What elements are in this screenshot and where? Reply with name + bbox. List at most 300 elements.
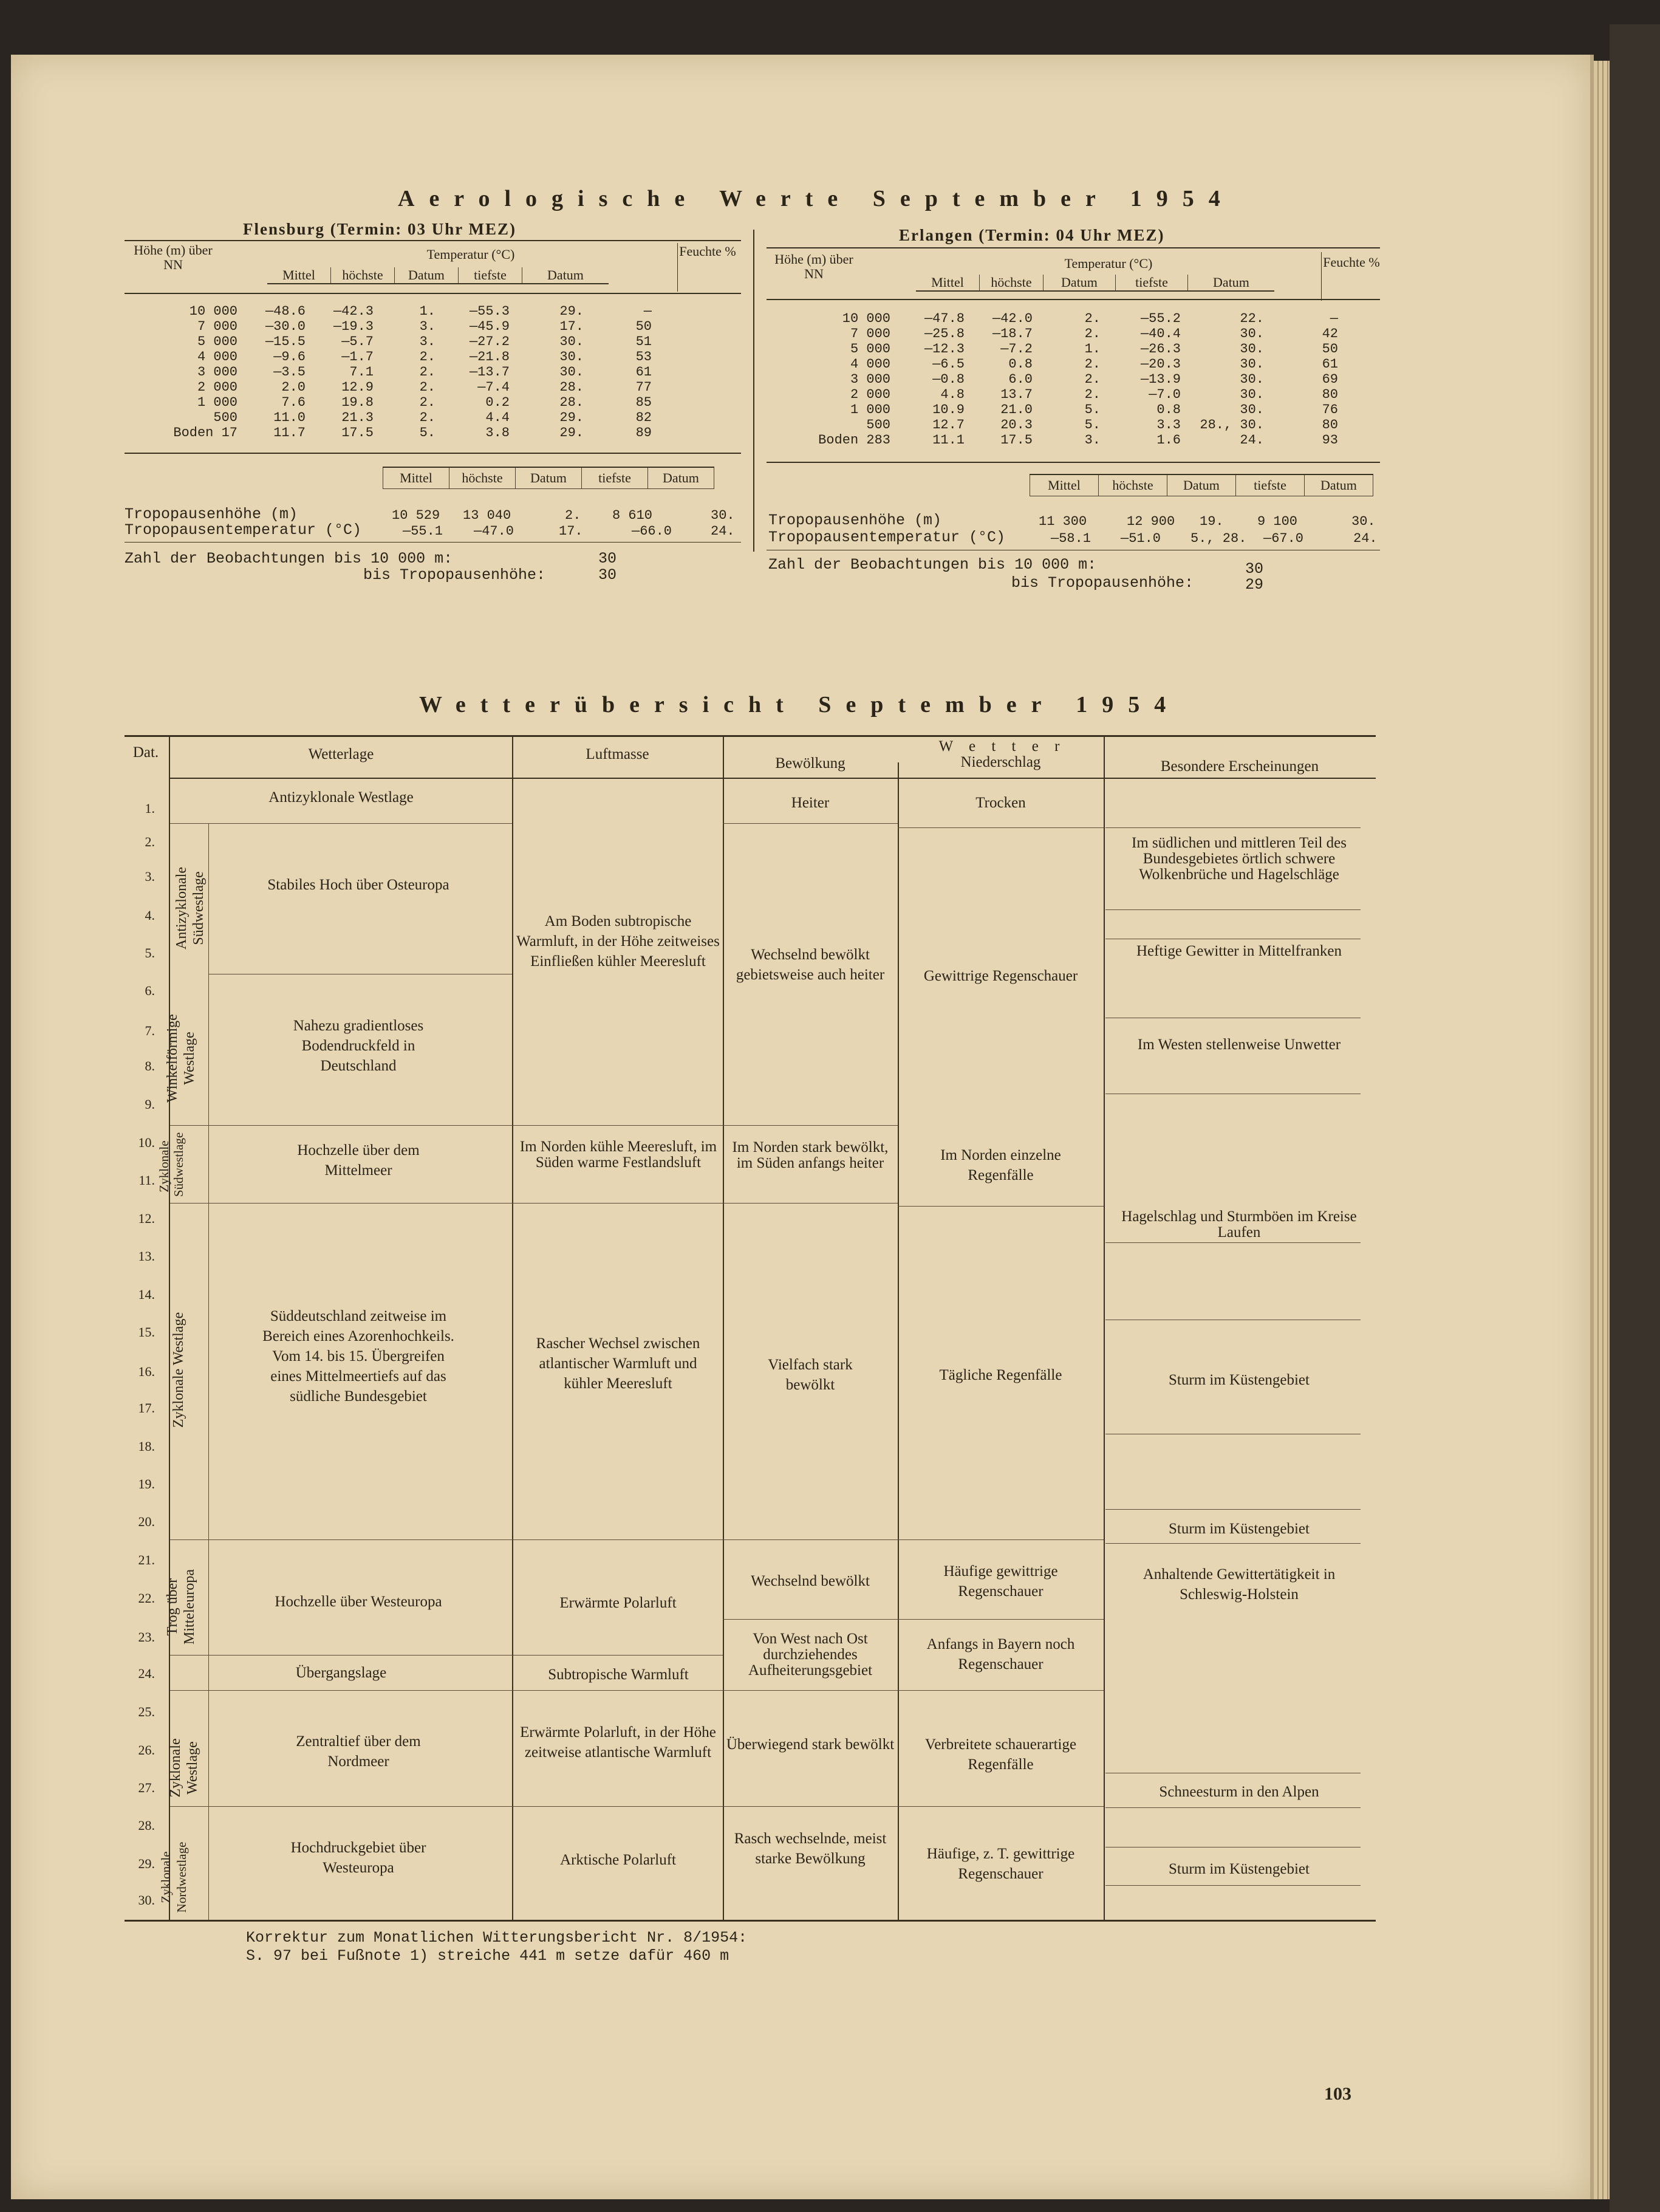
table-cell: 4 000 — [197, 349, 237, 365]
table-cell: 500 — [213, 410, 237, 425]
table-cell: —45.9 — [469, 319, 510, 334]
lage-2: Stabiles Hoch über Osteuropa — [267, 877, 449, 893]
erlangen-tropo-hoehe-label: Tropopausenhöhe (m) — [768, 512, 942, 529]
date-cell: 13. — [138, 1248, 155, 1264]
header-wetterlage: Wetterlage — [308, 746, 374, 762]
bes-sep — [1105, 1509, 1361, 1510]
date-cell: 22. — [138, 1591, 155, 1606]
flensburg-zahl1-value: 30 — [598, 550, 617, 567]
date-cell: 23. — [138, 1629, 155, 1645]
luft-sep — [512, 1806, 723, 1807]
table-cell: 51 — [635, 334, 652, 349]
tropo-value: 9 100 — [1257, 514, 1298, 529]
col-sep-lage — [512, 736, 513, 1920]
table-cell: 21.3 — [341, 410, 374, 425]
table-cell: 2. — [1084, 357, 1101, 372]
table-row — [784, 357, 1342, 372]
lage-6: Hochzelle über Westeuropa — [275, 1594, 442, 1610]
date-cell: 24. — [138, 1666, 155, 1681]
luft-5: Subtropische Warmluft — [548, 1666, 689, 1683]
nied-sep — [898, 1690, 1104, 1691]
nied-2: Gewittrige Regenschauer — [923, 968, 1078, 984]
table-cell: —47.8 — [924, 311, 965, 326]
table-cell: —21.8 — [469, 349, 510, 365]
bew-sep — [723, 1806, 898, 1807]
table-cell: 11.7 — [273, 425, 306, 440]
table-cell: —26.3 — [1140, 341, 1181, 357]
col-mittel: Mittel — [931, 275, 964, 290]
table-cell: 50 — [1322, 341, 1338, 357]
col-hoechste: höchste — [980, 275, 1043, 291]
date-cell: 4. — [145, 908, 155, 923]
table-cell: 61 — [1322, 357, 1338, 372]
flensburg-temp-header: Temperatur (°C) — [426, 247, 515, 262]
table-cell: 2. — [419, 349, 435, 365]
erlangen-hoehe-header: Höhe (m) über NN — [774, 252, 853, 281]
flensburg-zahl1: Zahl der Beobachtungen bis 10 000 m: — [125, 550, 453, 567]
luft-7: Arktische Polarluft — [560, 1852, 676, 1868]
table-cell: —42.0 — [992, 311, 1033, 326]
korrektur-line-1: Korrektur zum Monatlichen Witterungsbericht Nr. 8/1954: — [246, 1929, 748, 1947]
bew-sep — [723, 1203, 898, 1204]
col-sep-nied — [1104, 736, 1105, 1920]
table-cell: 10.9 — [932, 402, 965, 417]
erlangen-title: Erlangen (Termin: 04 Uhr MEZ) — [899, 226, 1165, 244]
flensburg-hoehe-header: Höhe (m) über NN — [134, 242, 213, 272]
nied-3: Im Norden einzelne Regenfälle — [940, 1147, 1061, 1183]
tropo-value: 11 300 — [1039, 514, 1087, 529]
date-cell: 20. — [138, 1514, 155, 1529]
bes-sep — [1105, 1885, 1361, 1886]
erlangen-temp-header: Temperatur (°C) — [1064, 256, 1153, 271]
date-cell: 15. — [138, 1324, 155, 1340]
table-cell: 3.8 — [485, 425, 510, 440]
group-label: Zyklonale Nordwestlage — [159, 1841, 189, 1913]
table-cell: 80 — [1322, 417, 1338, 433]
table-cell: 21.0 — [1000, 402, 1033, 417]
tropo-value: 17. — [559, 524, 583, 539]
table-row — [784, 311, 1342, 326]
table-cell: 12.9 — [341, 380, 374, 395]
table-cell: 3 000 — [850, 372, 890, 387]
date-cell: 21. — [138, 1552, 155, 1567]
col-datum: Datum — [1043, 275, 1116, 291]
table-cell: 17.5 — [1000, 433, 1033, 448]
table-cell: 24. — [1240, 433, 1264, 448]
bes-2: Heftige Gewitter in Mittelfranken — [1136, 943, 1342, 959]
bes-sep — [1105, 827, 1361, 828]
luft-sep — [512, 1125, 723, 1126]
bew-8: Rasch wechselnde, meist starke Bewölkung — [734, 1830, 887, 1867]
nied-7: Verbreitete schauerartige Regenfälle — [924, 1736, 1077, 1773]
luft-sep — [512, 1655, 723, 1656]
col-mittel: Mittel — [1030, 474, 1099, 496]
group-label: Zyklonale Südwestlage — [157, 1132, 186, 1197]
erlangen-table-rule — [767, 462, 1380, 463]
col-datum: Datum — [522, 267, 609, 284]
table-cell: 3. — [419, 319, 435, 334]
col-datum: Datum — [648, 467, 714, 489]
table-cell: 7.6 — [281, 395, 306, 410]
table-cell: —19.3 — [333, 319, 374, 334]
table-cell: —27.2 — [469, 334, 510, 349]
header-niederschlag: Niederschlag — [960, 754, 1041, 770]
table-cell: 0.8 — [1156, 402, 1181, 417]
bes-sep — [1105, 909, 1361, 910]
col-mittel: Mittel — [383, 467, 449, 489]
erlangen-zahl2-value: 29 — [1245, 576, 1264, 594]
table-cell: —7.4 — [477, 380, 510, 395]
table-cell: 30. — [559, 334, 584, 349]
book-spine — [1610, 24, 1660, 2212]
table-cell: 17.5 — [341, 425, 374, 440]
table-cell: 85 — [635, 395, 652, 410]
flensburg-zahl2-value: 30 — [598, 566, 617, 584]
date-cell: 25. — [138, 1704, 155, 1719]
bew-3: Im Norden stark bewölkt, im Süden anfangs heiter — [732, 1139, 889, 1171]
table-row — [131, 425, 655, 440]
bes-8: Schneesturm in den Alpen — [1159, 1784, 1319, 1800]
table-cell: — — [643, 304, 652, 319]
erlangen-header-rule — [767, 299, 1380, 300]
col-tiefste: tiefste — [582, 467, 648, 489]
group-label: Zyklonale Westlage — [168, 1738, 200, 1798]
luft-3: Rascher Wechsel zwischen atlantischer Warmluft und kühler Meeresluft — [536, 1335, 700, 1392]
table-cell: 30. — [1240, 387, 1264, 402]
table-row — [131, 410, 655, 425]
luft-sep — [512, 1539, 723, 1540]
nied-8: Häufige, z. T. gewittrige Regenschauer — [926, 1846, 1075, 1882]
table-cell: 69 — [1322, 372, 1338, 387]
date-cell: 18. — [138, 1439, 155, 1454]
table-cell: 7 000 — [197, 319, 237, 334]
table-row — [131, 395, 655, 410]
nied-4: Tägliche Regenfälle — [939, 1367, 1062, 1383]
date-cell: 11. — [138, 1173, 155, 1188]
aero-divider — [753, 230, 754, 552]
nied-sep — [898, 1619, 1104, 1620]
wetter-header-rule — [170, 778, 1376, 779]
bew-2: Wechselnd bewölkt gebietsweise auch heiter — [736, 947, 885, 983]
group-label: Zyklonale Westlage — [171, 1312, 186, 1428]
lage-7: Übergangslage — [295, 1665, 387, 1681]
table-cell: 12.7 — [932, 417, 965, 433]
nied-6: Anfangs in Bayern noch Regenschauer — [926, 1636, 1075, 1673]
table-cell: 5 000 — [850, 341, 890, 357]
bew-sep — [723, 1125, 898, 1126]
nied-5: Häufige gewittrige Regenschauer — [943, 1563, 1058, 1600]
col-tiefste: tiefste — [1236, 474, 1305, 496]
table-cell: 42 — [1322, 326, 1338, 341]
table-cell: 77 — [635, 380, 652, 395]
tropo-value: —67.0 — [1263, 531, 1304, 546]
flensburg-table-rule — [125, 453, 741, 454]
table-cell: 22. — [1240, 311, 1264, 326]
luft-6: Erwärmte Polarluft, in der Höhe zeitweise atlantische Warmluft — [520, 1724, 716, 1761]
lage-sep — [170, 1655, 512, 1656]
table-row — [131, 380, 655, 395]
header-bewoelkung: Bewölkung — [775, 755, 845, 772]
table-cell: 1.6 — [1156, 433, 1181, 448]
bes-9: Sturm im Küstengebiet — [1169, 1861, 1310, 1877]
table-cell: 53 — [635, 349, 652, 365]
flensburg-col-headers — [267, 267, 609, 284]
col-sep-bew — [898, 762, 899, 1920]
table-cell: —55.2 — [1140, 311, 1181, 326]
lage-sep — [170, 1125, 512, 1126]
group-label: Trog über Mitteleuropa — [165, 1569, 197, 1645]
table-cell: 30. — [1240, 357, 1264, 372]
erlangen-feuchte-sep — [1321, 252, 1322, 301]
bes-sep — [1105, 1807, 1361, 1808]
erlangen-tropo-headers — [1030, 474, 1373, 496]
header-dat: Dat. — [132, 744, 159, 761]
table-cell: 2. — [1084, 326, 1101, 341]
date-cell: 14. — [138, 1287, 155, 1302]
table-cell: 93 — [1322, 433, 1338, 448]
tropo-value: 24. — [1353, 531, 1378, 546]
tropo-value: 5., 28. — [1190, 531, 1247, 546]
table-cell: 2. — [1084, 311, 1101, 326]
flensburg-title: Flensburg (Termin: 03 Uhr MEZ) — [243, 220, 517, 238]
date-cell: 29. — [138, 1856, 155, 1871]
tropo-value: 30. — [1351, 514, 1376, 529]
korrektur-line-2: S. 97 bei Fußnote 1) streiche 441 m setze dafür 460 m — [246, 1947, 729, 1965]
date-cell: 9. — [145, 1097, 155, 1112]
date-cell: 17. — [138, 1400, 155, 1416]
bew-6: Von West nach Ost durchziehendes Aufheiterungsgebiet — [748, 1631, 873, 1679]
tropo-value: 8 610 — [612, 508, 653, 523]
tropo-value: —51.0 — [1121, 531, 1161, 546]
date-cell: 6. — [145, 983, 155, 998]
col-datum: Datum — [1188, 275, 1275, 291]
table-cell: 3.3 — [1156, 417, 1181, 433]
table-cell: 30. — [1240, 341, 1264, 357]
table-cell: —6.5 — [932, 357, 965, 372]
table-cell: 29. — [559, 425, 584, 440]
aero-title: Aerologische Werte September 1954 — [398, 186, 1235, 211]
date-cell: 3. — [145, 869, 155, 884]
table-cell: 4 000 — [850, 357, 890, 372]
table-cell: 30. — [559, 365, 584, 380]
luft-4: Erwärmte Polarluft — [559, 1595, 677, 1611]
bew-7: Überwiegend stark bewölkt — [726, 1736, 895, 1753]
date-cell: 5. — [145, 945, 155, 960]
group-label: Antizyklonale Südwestlage — [174, 867, 207, 950]
table-cell: 1 000 — [197, 395, 237, 410]
table-cell: 30. — [1240, 326, 1264, 341]
flensburg-tropo-hoehe-label: Tropopausenhöhe (m) — [125, 505, 298, 523]
header-besondere: Besondere Erscheinungen — [1160, 758, 1319, 775]
date-cell: 12. — [138, 1211, 155, 1226]
table-cell: —7.0 — [1149, 387, 1181, 402]
table-cell: 30. — [1240, 372, 1264, 387]
table-cell: 19.8 — [341, 395, 374, 410]
table-cell: 5. — [1084, 402, 1101, 417]
luft-1: Am Boden subtropische Warmluft, in der Höhe zeitweises Einfließen kühler Meeresluft — [516, 913, 720, 970]
luft-sep — [512, 1690, 723, 1691]
col-datum: Datum — [1167, 474, 1236, 496]
table-cell: 2. — [419, 365, 435, 380]
bew-sep — [723, 1619, 898, 1620]
bew-sep — [723, 1539, 898, 1540]
table-row — [784, 417, 1342, 433]
table-cell: —30.0 — [265, 319, 306, 334]
table-cell: 5 000 — [197, 334, 237, 349]
table-cell: —0.8 — [932, 372, 965, 387]
table-cell: —40.4 — [1140, 326, 1181, 341]
table-cell: 2. — [419, 395, 435, 410]
date-cell: 16. — [138, 1364, 155, 1379]
table-cell: 5. — [419, 425, 435, 440]
col-hoechste: höchste — [449, 467, 516, 489]
col-hoechste: höchste — [1099, 474, 1167, 496]
bes-7: Anhaltende Gewittertätigkeit in Schleswig-Holstein — [1143, 1566, 1336, 1603]
lage-sep — [170, 1203, 512, 1204]
lage-1: Antizyklonale Westlage — [268, 789, 414, 806]
table-cell: —18.7 — [992, 326, 1033, 341]
table-cell: 29. — [559, 304, 584, 319]
bes-1: Im südlichen und mittleren Teil des Bundesgebietes örtlich schwere Wolkenbrüche und Hagelschläge — [1132, 835, 1347, 883]
lage-3: Nahezu gradientloses Bodendruckfeld in Deutschland — [293, 1018, 424, 1074]
table-cell: —42.3 — [333, 304, 374, 319]
tropo-value: 2. — [565, 508, 581, 523]
date-cell: 28. — [138, 1818, 155, 1833]
table-cell: —1.7 — [341, 349, 374, 365]
col-sep-luft — [723, 736, 724, 1920]
wetter-bottom-rule — [125, 1920, 1376, 1922]
nied-sep — [898, 1539, 1104, 1540]
date-cell: 30. — [138, 1892, 155, 1908]
lage-4: Hochzelle über dem Mittelmeer — [297, 1142, 420, 1179]
col-tiefste: tiefste — [459, 267, 522, 284]
col-datum: Datum — [395, 267, 459, 284]
tropo-value: 30. — [711, 508, 735, 523]
table-row — [784, 433, 1342, 448]
table-cell: 5. — [1084, 417, 1101, 433]
table-cell: 2.0 — [281, 380, 306, 395]
tropo-value: 19. — [1200, 514, 1224, 529]
col-tiefste: tiefste — [1116, 275, 1188, 291]
flensburg-zahl2: bis Tropopausenhöhe: — [363, 566, 546, 584]
table-cell: — — [1330, 311, 1338, 326]
lage-8: Zentraltief über dem Nordmeer — [296, 1733, 421, 1770]
table-cell: 2. — [419, 410, 435, 425]
col-hoechste: höchste — [331, 267, 395, 284]
bew-1: Heiter — [791, 795, 830, 811]
tropo-value: —55.1 — [403, 524, 443, 539]
table-row — [784, 372, 1342, 387]
table-cell: 89 — [635, 425, 652, 440]
table-row — [131, 334, 655, 349]
table-cell: 11.0 — [273, 410, 306, 425]
table-cell: —55.3 — [469, 304, 510, 319]
table-cell: —20.3 — [1140, 357, 1181, 372]
table-row — [784, 326, 1342, 341]
table-cell: 10 000 — [189, 304, 237, 319]
col-datum: Datum — [1305, 474, 1373, 496]
tropo-value: —47.0 — [474, 524, 514, 539]
flensburg-top-rule — [125, 240, 741, 241]
table-cell: 1. — [1084, 341, 1101, 357]
table-cell: 61 — [635, 365, 652, 380]
bew-sep — [723, 1690, 898, 1691]
table-cell: 17. — [559, 319, 584, 334]
table-cell: 28. — [559, 380, 584, 395]
tropo-value: —58.1 — [1051, 531, 1091, 546]
lage-sep — [170, 1690, 512, 1691]
table-cell: 13.7 — [1000, 387, 1033, 402]
erlangen-table — [784, 311, 1342, 448]
table-cell: —9.6 — [273, 349, 306, 365]
table-row — [784, 341, 1342, 357]
bes-sep — [1105, 1543, 1361, 1544]
lage-sep — [170, 823, 512, 824]
luft-2: Im Norden kühle Meeresluft, im Süden warme Festlandsluft — [519, 1139, 717, 1171]
date-cell: 27. — [138, 1780, 155, 1795]
table-cell: 3. — [1084, 433, 1101, 448]
header-wetter: W e t t e r — [938, 738, 1066, 755]
table-cell: 10 000 — [842, 311, 890, 326]
table-cell: 82 — [635, 410, 652, 425]
table-cell: Boden 283 — [818, 433, 890, 448]
lage-sep — [170, 1806, 512, 1807]
table-cell: 20.3 — [1000, 417, 1033, 433]
table-row — [131, 319, 655, 334]
nied-sep — [898, 1206, 1104, 1207]
table-cell: 500 — [866, 417, 890, 433]
table-cell: 7.1 — [349, 365, 374, 380]
date-cell: 2. — [145, 834, 155, 849]
table-cell: 6.0 — [1008, 372, 1033, 387]
erlangen-zahl1-value: 30 — [1245, 560, 1264, 578]
lage-5: Süddeutschland zeitweise im Bereich eines Azorenhochkeils. Vom 14. bis 15. Übergreifen eines Mittelmeertiefs auf das südliche Bundesgebiet — [262, 1308, 454, 1405]
table-cell: —5.7 — [341, 334, 374, 349]
erlangen-col-headers — [916, 275, 1274, 292]
tropo-value: —66.0 — [632, 524, 672, 539]
table-cell: —15.5 — [265, 334, 306, 349]
group-label: Winkelförmige Westlage — [165, 1014, 197, 1103]
date-cell: 8. — [145, 1058, 155, 1073]
table-cell: 11.1 — [932, 433, 965, 448]
table-row — [784, 402, 1342, 417]
bes-6: Sturm im Küstengebiet — [1169, 1521, 1310, 1537]
bew-5: Wechselnd bewölkt — [751, 1573, 870, 1589]
tropo-value: 12 900 — [1127, 514, 1175, 529]
table-cell: —12.3 — [924, 341, 965, 357]
table-cell: 30. — [1240, 402, 1264, 417]
table-cell: —13.9 — [1140, 372, 1181, 387]
table-row — [784, 387, 1342, 402]
bes-4: Hagelschlag und Sturmböen im Kreise Laufen — [1121, 1208, 1357, 1241]
erlangen-zahl1: Zahl der Beobachtungen bis 10 000 m: — [768, 556, 1097, 574]
nied-sep — [898, 827, 1104, 828]
table-cell: 3. — [419, 334, 435, 349]
table-cell: —13.7 — [469, 365, 510, 380]
col-mittel: Mittel — [282, 267, 315, 282]
table-cell: 0.2 — [485, 395, 510, 410]
lage-sep — [170, 1539, 512, 1540]
erlangen-feuchte-header: Feuchte % — [1323, 255, 1380, 270]
table-cell: 28. — [559, 395, 584, 410]
table-cell: 4.4 — [485, 410, 510, 425]
flensburg-table — [131, 304, 655, 440]
date-cell: 10. — [138, 1135, 155, 1150]
table-cell: —7.2 — [1000, 341, 1033, 357]
table-cell: 28., 30. — [1200, 417, 1264, 433]
lage-9: Hochdruckgebiet über Westeuropa — [290, 1840, 426, 1876]
tropo-value: 10 529 — [392, 508, 440, 523]
